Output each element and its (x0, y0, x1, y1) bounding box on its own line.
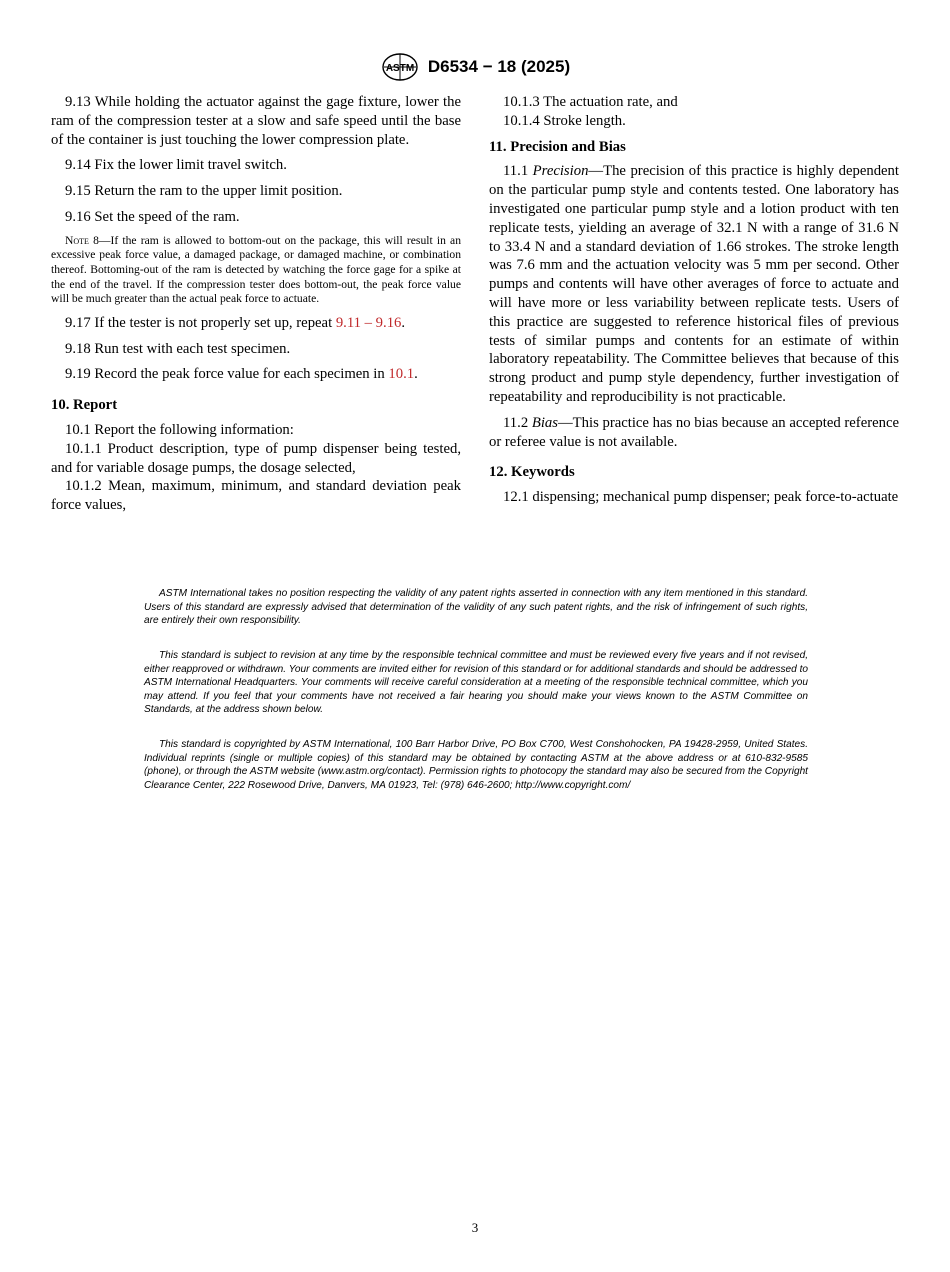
xref-9-11-9-16[interactable]: 9.11 – 9.16 (335, 314, 402, 331)
patent-notice (144, 587, 808, 628)
section-9-17-text: 9.17 If the tester is not properly set up, repeat (65, 314, 336, 331)
section-11-2-number: 11.2 (503, 414, 532, 431)
section-9-19-end: . (414, 366, 418, 383)
document-designation: D6534 − 18 (2025) (427, 57, 571, 76)
heading-keywords: 12. Keywords (489, 464, 575, 481)
section-11-1-text: —The precision of this practice is highly dependent on the particular pump style and contents tested. One laboratory has investigated one particular pump style and a lotion product with ten replicate tests, yielding an average of 32.1 N with a range of 31.6 N to 33.4 N and a standard deviation of 1.66 strokes. The stroke length was 7.6 mm and the actuation velocity was 5 mm per second. Other pumps and contents will have other averages of force to actuate and will have more or less variability between replicate tests. Users of this practice are suggested to reference historical files of previous tests of similar pumps and contents for an estimate of within laboratory repeatability. The Committee believes that because of this strong product and pump style dependency, further investigation of repeatability and reproducibility is not practicable. (489, 163, 899, 405)
copyright-notice-text: This standard is copyrighted by ASTM International, 100 Barr Harbor Drive, PO Box C700, West Conshohocken, PA 19428-2959, United States. Individual reprints (single or multiple copies) of this standard may be obtained by contacting ASTM at the above address or at 610-832-9585 (phone), or through the ASTM website (www.astm.org/contact). Permission rights to photocopy the standard may also be secured from the Copyright Clearance Center, 222 Rosewood Drive, Danvers, MA 01923, Tel: (978) 646-2600; http://www.copyright.com/ (144, 739, 808, 791)
heading-precision-and-bias: 11. Precision and Bias (489, 138, 626, 155)
section-9-17-end: . (401, 314, 406, 331)
left-column (51, 93, 461, 515)
page-header (0, 52, 950, 84)
section-9-15: 9.15 Return the ram to the upper limit position. (65, 183, 343, 200)
section-10-1-1: 10.1.1 Product description, type of pump dispenser being tested, and for variable dosage pumps, the dosage selected, (51, 440, 461, 476)
section-9-16: 9.16 Set the speed of the ram. (65, 208, 240, 225)
xref-10-1[interactable]: 10.1 (388, 366, 415, 383)
page-number: 3 (471, 1220, 479, 1235)
heading-report: 10. Report (51, 397, 118, 414)
term-bias: Bias (531, 414, 558, 431)
astm-logo-icon (380, 52, 420, 82)
right-column (489, 93, 899, 514)
section-10-1-3: 10.1.3 The actuation rate, and (503, 94, 678, 110)
note-8 (51, 234, 461, 307)
section-9-14: 9.14 Fix the lower limit travel switch. (65, 157, 287, 174)
section-11-1 (489, 162, 899, 406)
section-11-2-text: —This practice has no bias because an accepted reference or referee value is not available. (489, 414, 899, 450)
section-10-1: 10.1 Report the following information: (65, 421, 294, 438)
note-8-text: 8—If the ram is allowed to bottom-out on the package, this will result in an excessive peak force value, a damaged package, or damaged machine, or combination thereof. Bottoming-out of the ram is detected by watching the force gage for a spike at the end of the travel. If the compression tester does bottom-out, the peak force value will be much greater than the actual peak force to actuate. (51, 233, 461, 306)
section-9-19 (51, 365, 461, 384)
section-11-1-number: 11.1 (503, 163, 533, 180)
section-9-19-text: 9.19 Record the peak force value for each specimen in (65, 366, 389, 383)
section-10-1-2: 10.1.2 Mean, maximum, minimum, and standard deviation peak force values, (51, 478, 461, 514)
section-9-13: 9.13 While holding the actuator against the gage fixture, lower the ram of the compression tester at a slow and safe speed until the base of the container is just touching the lower compression plate. (51, 94, 461, 148)
revision-notice (144, 649, 808, 717)
section-10-1-4: 10.1.4 Stroke length. (503, 112, 626, 129)
term-precision: Precision (532, 163, 589, 180)
svg-text:ASTM: ASTM (385, 63, 415, 74)
section-9-17 (51, 314, 461, 333)
section-9-18: 9.18 Run test with each test specimen. (65, 340, 291, 357)
note-label: Note (65, 233, 89, 247)
patent-notice-text: ASTM International takes no position respecting the validity of any patent rights asserted in connection with any item mentioned in this standard. Users of this standard are expressly advised that determination of the validity of any such patent rights, and the risk of infringement of such rights, are entirely their own responsibility. (144, 588, 808, 627)
section-12-1: 12.1 dispensing; mechanical pump dispenser; peak force-to-actuate (503, 489, 899, 506)
copyright-notice (144, 738, 808, 792)
revision-notice-text: This standard is subject to revision at any time by the responsible technical committee and must be reviewed every five years and if not revised, either reapproved or withdrawn. Your comments are invited either for revision of this standard or for additional standards and should be addressed to ASTM International Headquarters. Your comments will receive careful consideration at a meeting of the responsible technical committee, which you may attend. If you feel that your comments have not received a fair hearing you should make your views known to the ASTM Committee on Standards, at the address shown below. (144, 650, 808, 716)
section-11-2 (489, 414, 899, 452)
